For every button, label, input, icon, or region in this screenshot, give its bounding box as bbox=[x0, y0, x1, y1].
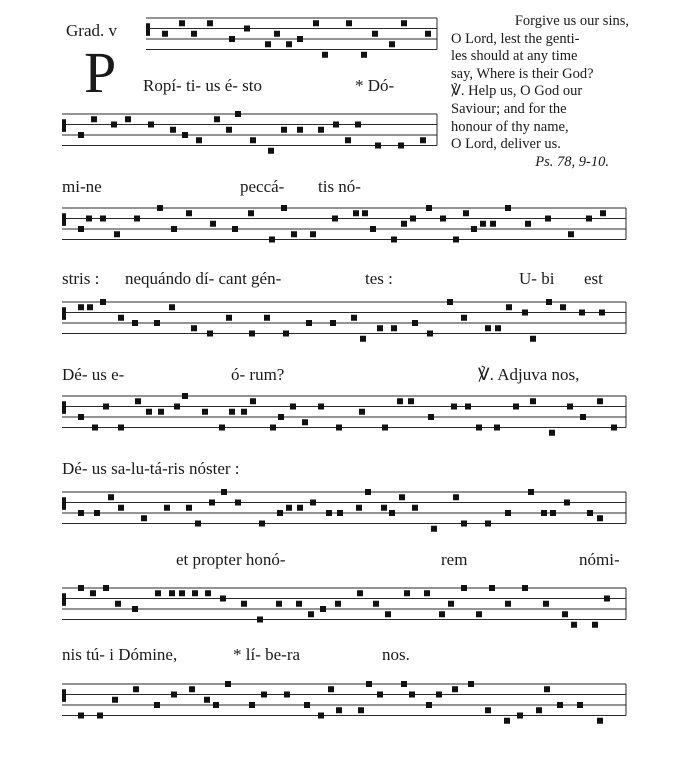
neume-note bbox=[86, 216, 92, 222]
neume-note bbox=[320, 606, 326, 612]
neume-note bbox=[391, 237, 397, 243]
neume-note bbox=[401, 20, 407, 26]
neume-note bbox=[171, 692, 177, 698]
neume-note bbox=[452, 686, 458, 692]
neume-note bbox=[108, 494, 114, 500]
neume-note bbox=[257, 617, 263, 623]
neume-note bbox=[133, 686, 139, 692]
lyric-syllables: stris : bbox=[62, 269, 100, 288]
neume-note bbox=[440, 216, 446, 222]
neume-note bbox=[157, 205, 163, 211]
neume-note bbox=[485, 521, 491, 527]
neume-note bbox=[436, 692, 442, 698]
neume-note bbox=[196, 137, 202, 143]
neume-note bbox=[274, 31, 280, 37]
lyric-syllables: rem bbox=[441, 550, 468, 569]
neume-note bbox=[372, 31, 378, 37]
neume-note bbox=[525, 221, 531, 227]
neume-note bbox=[504, 718, 510, 724]
neume-note bbox=[362, 210, 368, 216]
neume-note bbox=[357, 590, 363, 596]
neume-note bbox=[471, 226, 477, 232]
neume-note bbox=[577, 702, 583, 708]
neume-note bbox=[355, 122, 361, 128]
c-clef-icon bbox=[62, 497, 66, 510]
neume-note bbox=[366, 681, 372, 687]
neume-note bbox=[345, 137, 351, 143]
neume-note bbox=[164, 505, 170, 511]
translation-line: Forgive us our sins, bbox=[514, 13, 629, 29]
neume-note bbox=[210, 221, 216, 227]
neume-note bbox=[158, 409, 164, 415]
neume-note bbox=[431, 526, 437, 532]
c-clef-icon bbox=[62, 401, 66, 414]
neume-note bbox=[463, 210, 469, 216]
neume-note bbox=[328, 686, 334, 692]
translation-line: les should at any time bbox=[451, 48, 578, 65]
neume-note bbox=[480, 221, 486, 227]
neume-note bbox=[112, 697, 118, 703]
neume-note bbox=[204, 697, 210, 703]
neume-note bbox=[546, 299, 552, 305]
c-clef-icon bbox=[62, 213, 66, 226]
neume-note bbox=[385, 611, 391, 617]
neume-note bbox=[281, 205, 287, 211]
neume-note bbox=[78, 304, 84, 310]
neume-note bbox=[359, 409, 365, 415]
neume-note bbox=[259, 521, 265, 527]
neume-note bbox=[322, 52, 328, 58]
neume-note bbox=[78, 226, 84, 232]
neume-note bbox=[195, 521, 201, 527]
neume-note bbox=[162, 31, 168, 37]
neume-note bbox=[365, 489, 371, 495]
neume-note bbox=[599, 310, 605, 316]
neume-note bbox=[221, 489, 227, 495]
neume-note bbox=[579, 310, 585, 316]
neume-note bbox=[205, 590, 211, 596]
neume-note bbox=[412, 320, 418, 326]
neume-note bbox=[219, 425, 225, 431]
neume-note bbox=[335, 601, 341, 607]
neume-note bbox=[115, 601, 121, 607]
neume-note bbox=[249, 331, 255, 337]
neume-note bbox=[141, 515, 147, 521]
neume-note bbox=[586, 216, 592, 222]
neume-note bbox=[326, 510, 332, 516]
neume-note bbox=[169, 590, 175, 596]
neume-note bbox=[132, 606, 138, 612]
neume-note bbox=[571, 622, 577, 628]
neume-note bbox=[154, 320, 160, 326]
neume-note bbox=[597, 398, 603, 404]
neume-note bbox=[353, 210, 359, 216]
neume-note bbox=[304, 702, 310, 708]
neume-note bbox=[425, 31, 431, 37]
neume-note bbox=[78, 132, 84, 138]
neume-note bbox=[398, 143, 404, 149]
neume-note bbox=[286, 41, 292, 47]
neume-note bbox=[225, 681, 231, 687]
neume-note bbox=[424, 590, 430, 596]
neume-note bbox=[265, 41, 271, 47]
neume-note bbox=[420, 137, 426, 143]
neume-note bbox=[191, 31, 197, 37]
neume-note bbox=[171, 226, 177, 232]
neume-note bbox=[90, 590, 96, 596]
neume-note bbox=[530, 398, 536, 404]
neume-note bbox=[361, 52, 367, 58]
neume-note bbox=[284, 692, 290, 698]
staff-4 bbox=[0, 300, 674, 360]
neume-note bbox=[226, 315, 232, 321]
neume-note bbox=[202, 409, 208, 415]
neume-note bbox=[592, 622, 598, 628]
neume-note bbox=[148, 122, 154, 128]
neume-note bbox=[132, 320, 138, 326]
neume-note bbox=[544, 686, 550, 692]
c-clef-icon bbox=[62, 307, 66, 320]
neume-note bbox=[412, 505, 418, 511]
neume-note bbox=[100, 216, 106, 222]
neume-note bbox=[468, 681, 474, 687]
neume-note bbox=[103, 585, 109, 591]
neume-note bbox=[580, 414, 586, 420]
neume-note bbox=[264, 315, 270, 321]
neume-note bbox=[118, 315, 124, 321]
neume-note bbox=[118, 425, 124, 431]
neume-note bbox=[597, 515, 603, 521]
neume-note bbox=[517, 713, 523, 719]
neume-note bbox=[346, 20, 352, 26]
neume-note bbox=[428, 414, 434, 420]
neume-note bbox=[111, 122, 117, 128]
neume-note bbox=[377, 692, 383, 698]
lyric-syllables: * Dó- bbox=[355, 76, 395, 95]
neume-note bbox=[114, 231, 120, 237]
staff-8 bbox=[0, 682, 674, 742]
neume-note bbox=[358, 707, 364, 713]
neume-note bbox=[408, 398, 414, 404]
neume-note bbox=[489, 585, 495, 591]
neume-note bbox=[78, 510, 84, 516]
neume-note bbox=[310, 231, 316, 237]
neume-note bbox=[567, 404, 573, 410]
neume-note bbox=[370, 226, 376, 232]
neume-note bbox=[170, 127, 176, 133]
neume-note bbox=[154, 702, 160, 708]
neume-note bbox=[268, 148, 274, 154]
lyric-syllables: et propter honó- bbox=[176, 550, 286, 569]
c-clef-icon bbox=[62, 119, 66, 132]
neume-note bbox=[214, 116, 220, 122]
neume-note bbox=[155, 590, 161, 596]
neume-note bbox=[261, 692, 267, 698]
neume-note bbox=[318, 713, 324, 719]
neume-note bbox=[476, 611, 482, 617]
lyric-syllables: mi-ne bbox=[62, 177, 102, 196]
lyric-syllables: nómi- bbox=[579, 550, 620, 569]
neume-note bbox=[448, 601, 454, 607]
psalm-reference: Ps. 78, 9-10. bbox=[535, 153, 609, 170]
neume-note bbox=[401, 681, 407, 687]
neume-note bbox=[286, 505, 292, 511]
neume-note bbox=[179, 20, 185, 26]
neume-note bbox=[78, 585, 84, 591]
neume-note bbox=[568, 231, 574, 237]
gradual-label: Grad. v bbox=[66, 21, 117, 40]
neume-note bbox=[297, 127, 303, 133]
neume-note bbox=[207, 20, 213, 26]
lyric-syllables: peccá- bbox=[240, 177, 285, 196]
neume-note bbox=[528, 489, 534, 495]
neume-note bbox=[485, 707, 491, 713]
neume-note bbox=[427, 331, 433, 337]
neume-note bbox=[557, 702, 563, 708]
neume-note bbox=[332, 216, 338, 222]
neume-note bbox=[250, 137, 256, 143]
neume-note bbox=[235, 500, 241, 506]
lyric-syllables: tes : bbox=[365, 269, 393, 288]
neume-note bbox=[78, 713, 84, 719]
staff-5 bbox=[0, 394, 674, 454]
neume-note bbox=[229, 409, 235, 415]
translation-line: honour of thy name, bbox=[451, 118, 569, 135]
lyric-syllables: nequándo dí- cant gén- bbox=[125, 269, 282, 288]
neume-note bbox=[209, 500, 215, 506]
neume-note bbox=[391, 325, 397, 331]
neume-note bbox=[389, 510, 395, 516]
neume-note bbox=[276, 601, 282, 607]
neume-note bbox=[611, 425, 617, 431]
neume-note bbox=[351, 315, 357, 321]
neume-note bbox=[522, 585, 528, 591]
staff-1 bbox=[0, 16, 674, 76]
lyric-syllables: U- bi bbox=[519, 269, 555, 288]
neume-note bbox=[530, 336, 536, 342]
neume-note bbox=[241, 409, 247, 415]
neume-note bbox=[308, 611, 314, 617]
neume-note bbox=[536, 707, 542, 713]
staff-6 bbox=[0, 490, 674, 550]
neume-note bbox=[241, 601, 247, 607]
neume-note bbox=[182, 132, 188, 138]
neume-note bbox=[465, 404, 471, 410]
neume-note bbox=[401, 221, 407, 227]
lyric-syllables: tis nó- bbox=[318, 177, 361, 196]
neume-note bbox=[550, 510, 556, 516]
neume-note bbox=[186, 210, 192, 216]
neume-note bbox=[336, 425, 342, 431]
staff-7 bbox=[0, 586, 674, 646]
neume-note bbox=[377, 325, 383, 331]
neume-note bbox=[333, 122, 339, 128]
neume-note bbox=[356, 505, 362, 511]
neume-note bbox=[313, 20, 319, 26]
c-clef-icon bbox=[62, 593, 66, 606]
neume-note bbox=[451, 404, 457, 410]
neume-note bbox=[283, 331, 289, 337]
neume-note bbox=[296, 601, 302, 607]
neume-note bbox=[522, 310, 528, 316]
neume-note bbox=[382, 425, 388, 431]
neume-note bbox=[182, 393, 188, 399]
neume-note bbox=[404, 590, 410, 596]
neume-note bbox=[213, 702, 219, 708]
neume-note bbox=[439, 611, 445, 617]
neume-note bbox=[410, 216, 416, 222]
neume-note bbox=[297, 505, 303, 511]
neume-note bbox=[505, 601, 511, 607]
neume-note bbox=[179, 590, 185, 596]
neume-note bbox=[226, 127, 232, 133]
neume-note bbox=[597, 718, 603, 724]
neume-note bbox=[337, 510, 343, 516]
neume-note bbox=[461, 315, 467, 321]
neume-note bbox=[229, 36, 235, 42]
neume-note bbox=[318, 404, 324, 410]
neume-note bbox=[92, 425, 98, 431]
neume-note bbox=[476, 425, 482, 431]
neume-note bbox=[186, 505, 192, 511]
neume-note bbox=[318, 127, 324, 133]
neume-note bbox=[543, 601, 549, 607]
neume-note bbox=[399, 494, 405, 500]
neume-note bbox=[604, 596, 610, 602]
neume-note bbox=[545, 216, 551, 222]
translation-line: Saviour; and for the bbox=[451, 100, 567, 117]
neume-note bbox=[461, 585, 467, 591]
neume-note bbox=[336, 707, 342, 713]
neume-note bbox=[541, 510, 547, 516]
neume-note bbox=[560, 304, 566, 310]
neume-note bbox=[135, 398, 141, 404]
neume-note bbox=[495, 325, 501, 331]
neume-note bbox=[453, 494, 459, 500]
neume-note bbox=[207, 331, 213, 337]
lyric-syllables: Dé- us sa-lu-tá-ris nóster : bbox=[62, 459, 240, 478]
drop-cap-initial: P bbox=[84, 40, 117, 105]
staff-3 bbox=[0, 206, 674, 266]
translation-line: ℣. Help us, O God our bbox=[451, 83, 583, 100]
c-clef-icon bbox=[62, 689, 66, 702]
lyric-syllables: est bbox=[584, 269, 603, 288]
translation-line: O Lord, lest the genti- bbox=[451, 30, 580, 47]
neume-note bbox=[249, 702, 255, 708]
neume-note bbox=[310, 500, 316, 506]
neume-note bbox=[453, 237, 459, 243]
neume-note bbox=[564, 500, 570, 506]
neume-note bbox=[125, 116, 131, 122]
neume-note bbox=[600, 210, 606, 216]
neume-note bbox=[490, 221, 496, 227]
neume-note bbox=[360, 336, 366, 342]
neume-note bbox=[192, 590, 198, 596]
neume-note bbox=[409, 692, 415, 698]
neume-note bbox=[91, 116, 97, 122]
neume-note bbox=[549, 430, 555, 436]
neume-note bbox=[103, 404, 109, 410]
neume-note bbox=[290, 404, 296, 410]
neume-note bbox=[375, 143, 381, 149]
neume-note bbox=[461, 521, 467, 527]
neume-note bbox=[277, 510, 283, 516]
translation-line: say, Where is their God? bbox=[451, 65, 594, 82]
neume-note bbox=[78, 414, 84, 420]
neume-note bbox=[373, 601, 379, 607]
neume-note bbox=[397, 398, 403, 404]
lyric-syllables: nos. bbox=[382, 645, 410, 664]
neume-note bbox=[281, 127, 287, 133]
neume-note bbox=[270, 425, 276, 431]
neume-note bbox=[485, 325, 491, 331]
neume-note bbox=[426, 205, 432, 211]
neume-note bbox=[94, 510, 100, 516]
neume-note bbox=[244, 26, 250, 32]
neume-note bbox=[248, 210, 254, 216]
neume-note bbox=[291, 231, 297, 237]
neume-note bbox=[189, 686, 195, 692]
lyric-syllables: Ropí- ti- us é- sto bbox=[143, 76, 262, 95]
c-clef-icon bbox=[146, 23, 150, 36]
lyric-syllables: * lí- be-ra bbox=[233, 645, 301, 664]
neume-note bbox=[389, 41, 395, 47]
neume-note bbox=[278, 414, 284, 420]
neume-note bbox=[297, 36, 303, 42]
neume-note bbox=[250, 398, 256, 404]
neume-note bbox=[134, 216, 140, 222]
neume-note bbox=[269, 237, 275, 243]
translation-line: O Lord, deliver us. bbox=[451, 136, 561, 153]
neume-note bbox=[87, 304, 93, 310]
neume-note bbox=[426, 702, 432, 708]
neume-note bbox=[169, 304, 175, 310]
staff-2 bbox=[0, 112, 674, 172]
neume-note bbox=[302, 419, 308, 425]
neume-note bbox=[330, 320, 336, 326]
lyric-syllables: nis tú- i Dómine, bbox=[62, 645, 178, 664]
neume-note bbox=[587, 510, 593, 516]
neume-note bbox=[220, 596, 226, 602]
neume-note bbox=[494, 425, 500, 431]
neume-note bbox=[235, 111, 241, 117]
neume-note bbox=[191, 325, 197, 331]
neume-note bbox=[100, 299, 106, 305]
neume-note bbox=[513, 404, 519, 410]
neume-note bbox=[447, 299, 453, 305]
neume-note bbox=[306, 320, 312, 326]
neume-note bbox=[146, 409, 152, 415]
neume-note bbox=[505, 510, 511, 516]
neume-note bbox=[97, 713, 103, 719]
neume-note bbox=[174, 404, 180, 410]
neume-note bbox=[506, 304, 512, 310]
neume-note bbox=[232, 226, 238, 232]
neume-note bbox=[381, 505, 387, 511]
lyric-syllables: Dé- us e- bbox=[62, 365, 125, 384]
lyric-syllables: ℣. Adjuva nos, bbox=[478, 365, 580, 384]
neume-note bbox=[505, 205, 511, 211]
neume-note bbox=[118, 505, 124, 511]
neume-note bbox=[562, 611, 568, 617]
lyric-syllables: ó- rum? bbox=[231, 365, 285, 384]
